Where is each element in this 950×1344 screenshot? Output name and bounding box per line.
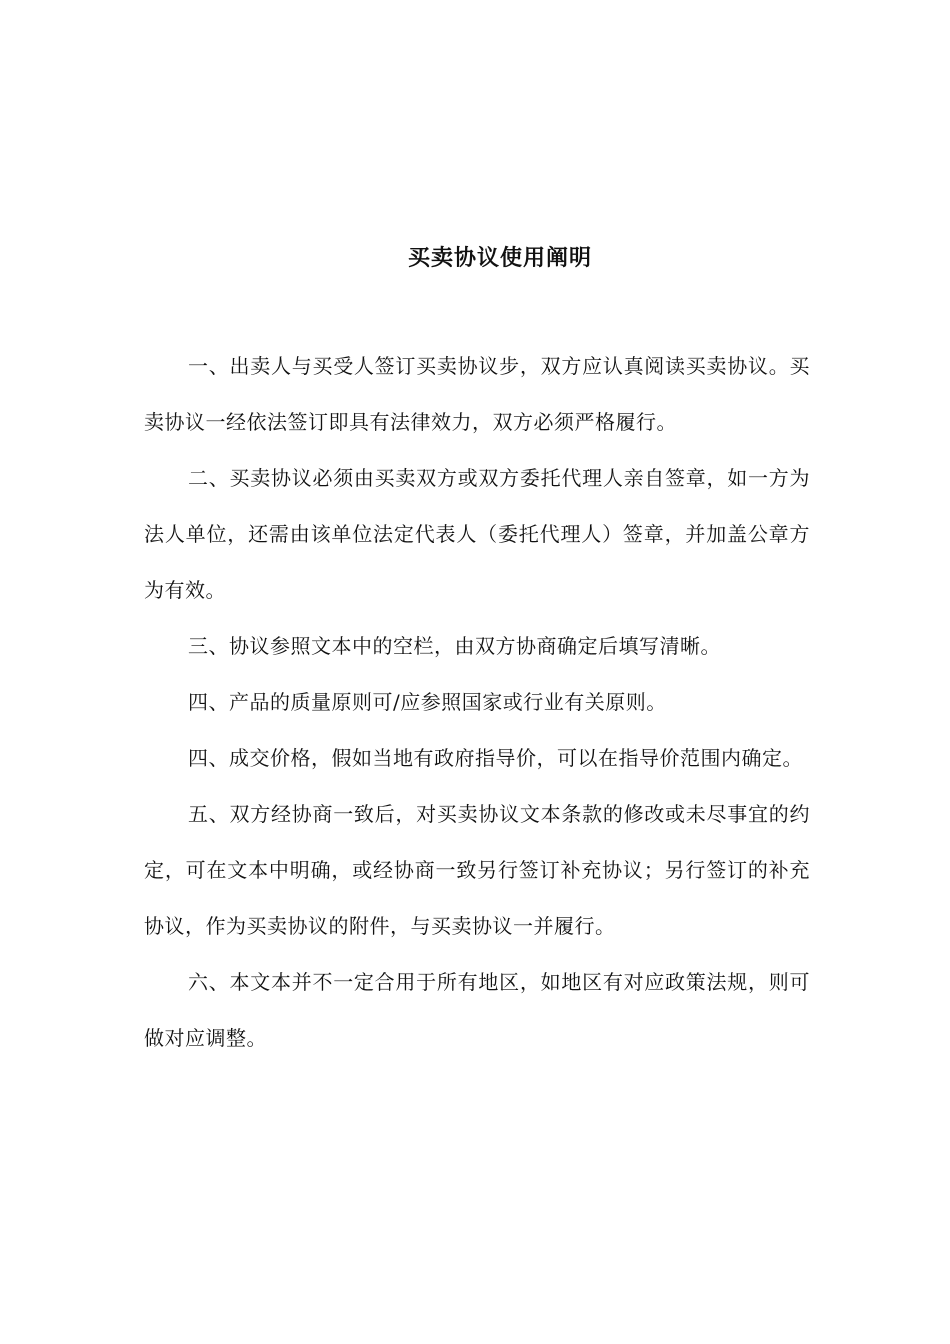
clause-4-price: 四、成交价格，假如当地有政府指导价，可以在指导价范围内确定。 — [188, 746, 803, 770]
clause-3: 三、协议参照文本中的空栏，由双方协商确定后填写清晰。 — [188, 634, 721, 658]
clause-4-quality: 四、产品的质量原则可/应参照国家或行业有关原则。 — [188, 690, 667, 714]
clause-5: 五、双方经协商一致后，对买卖协议文本条款的修改或未尽事宜的约定，可在文本中明确，或经协商一致另行签订补充协议；另行签订的补充协议，作为买卖协议的附件，与买卖协议一并履行。 — [144, 802, 810, 938]
clause-6: 六、本文本并不一定合用于所有地区，如地区有对应政策法规，则可做对应调整。 — [144, 970, 810, 1050]
document-title: 买卖协议使用阐明 — [407, 245, 592, 271]
document-body — [144, 338, 810, 1066]
clause-2: 二、买卖协议必须由买卖双方或双方委托代理人亲自签章，如一方为法人单位，还需由该单位法定代表人（委托代理人）签章，并加盖公章方为有效。 — [144, 466, 810, 602]
clause-1: 一、出卖人与买受人签订买卖协议步，双方应认真阅读买卖协议。买卖协议一经依法签订即具有法律效力，双方必须严格履行。 — [144, 354, 810, 434]
